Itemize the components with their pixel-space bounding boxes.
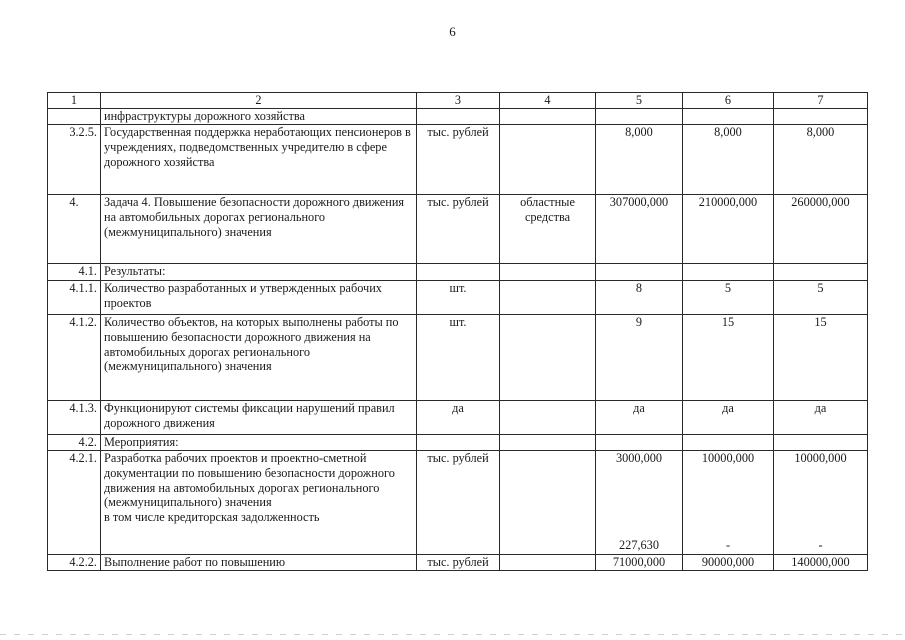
row-unit: да <box>417 401 500 435</box>
row-source <box>500 109 596 125</box>
row-source <box>500 451 596 555</box>
row-number: 4.1. <box>48 264 101 281</box>
row-source <box>500 281 596 315</box>
row-number: 4.2. <box>48 435 101 451</box>
row-value-7-cell <box>774 451 868 555</box>
row-value-7 <box>774 264 868 281</box>
row-value-6: 90000,000 <box>683 555 774 571</box>
row-value-6 <box>683 435 774 451</box>
row-unit: тыс. рублей <box>417 555 500 571</box>
row-subvalue-6: - <box>725 538 731 553</box>
row-value-7: 10000,000 <box>794 451 847 465</box>
row-value-6-cell <box>683 451 774 555</box>
table-row <box>48 264 868 281</box>
row-source <box>500 315 596 401</box>
row-number: 4.1.1. <box>48 281 101 315</box>
row-value-5 <box>596 109 683 125</box>
row-name: инфраструктуры дорожного хозяйства <box>101 109 417 125</box>
header-row <box>48 93 868 109</box>
row-source: областные средства <box>500 195 596 264</box>
row-value-5 <box>596 264 683 281</box>
row-number: 4.1.3. <box>48 401 101 435</box>
table-row <box>48 401 868 435</box>
row-value-6 <box>683 264 774 281</box>
row-value-7: 8,000 <box>774 125 868 195</box>
row-value-5: 9 <box>596 315 683 401</box>
row-unit: тыс. рублей <box>417 451 500 555</box>
table-row <box>48 315 868 401</box>
header-cell: 2 <box>101 93 417 109</box>
row-name: Количество объектов, на которых выполнены работы по повышению безопасности дорожного движения на автомобильных дорогах регионального (межмуниципального) значения <box>101 315 417 401</box>
row-unit: тыс. рублей <box>417 195 500 264</box>
row-value-6: 10000,000 <box>701 451 755 465</box>
row-value-5: да <box>596 401 683 435</box>
header-cell: 4 <box>500 93 596 109</box>
row-source <box>500 264 596 281</box>
row-value-6 <box>683 109 774 125</box>
row-number: 4.2.2. <box>48 555 101 571</box>
table-row <box>48 555 868 571</box>
table-row <box>48 281 868 315</box>
row-value-6: 210000,000 <box>683 195 774 264</box>
row-value-6: 5 <box>683 281 774 315</box>
row-value-5: 8,000 <box>596 125 683 195</box>
row-value-6: да <box>683 401 774 435</box>
row-value-7: 260000,000 <box>774 195 868 264</box>
row-value-7: 140000,000 <box>774 555 868 571</box>
row-name: Результаты: <box>101 264 417 281</box>
row-subvalue-7: - <box>818 538 823 553</box>
header-cell: 3 <box>417 93 500 109</box>
row-unit: шт. <box>417 281 500 315</box>
row-name: Функционируют системы фиксации нарушений правил дорожного движения <box>101 401 417 435</box>
row-number: 4.2.1. <box>48 451 101 555</box>
row-value-5-cell <box>596 451 683 555</box>
row-unit <box>417 109 500 125</box>
row-unit: шт. <box>417 315 500 401</box>
row-value-7 <box>774 435 868 451</box>
header-cell: 7 <box>774 93 868 109</box>
row-value-5: 8 <box>596 281 683 315</box>
row-name: Государственная поддержка неработающих пенсионеров в учреждениях, подведомственных учредителю в сфере дорожного хозяйства <box>101 125 417 195</box>
row-unit <box>417 264 500 281</box>
table-row <box>48 435 868 451</box>
row-value-6: 15 <box>683 315 774 401</box>
header-cell: 1 <box>48 93 101 109</box>
row-subname: в том числе кредиторская задолженность <box>104 510 320 525</box>
table-row <box>48 451 868 555</box>
row-number: 3.2.5. <box>48 125 101 195</box>
row-value-7: 15 <box>774 315 868 401</box>
page-number: 6 <box>449 24 456 39</box>
program-table <box>47 92 868 571</box>
row-value-7: 5 <box>774 281 868 315</box>
row-source <box>500 125 596 195</box>
row-value-5: 307000,000 <box>596 195 683 264</box>
table-row <box>48 195 868 264</box>
row-number: 4.1.2. <box>48 315 101 401</box>
row-name: Разработка рабочих проектов и проектно-сметной документации по повышению безопасности дорожного движения на автомобильных дорогах регионального (межмуниципального) значения <box>104 451 395 510</box>
header-cell: 5 <box>596 93 683 109</box>
row-value-5: 3000,000 <box>615 451 663 465</box>
row-value-5: 71000,000 <box>596 555 683 571</box>
row-unit: тыс. рублей <box>417 125 500 195</box>
table-row <box>48 125 868 195</box>
row-number <box>48 109 101 125</box>
row-name: Выполнение работ по повышению <box>101 555 417 571</box>
row-value-6: 8,000 <box>683 125 774 195</box>
row-value-7: да <box>774 401 868 435</box>
row-value-7 <box>774 109 868 125</box>
row-source <box>500 401 596 435</box>
row-unit <box>417 435 500 451</box>
row-name: Количество разработанных и утвержденных рабочих проектов <box>101 281 417 315</box>
row-name: Мероприятия: <box>101 435 417 451</box>
row-name: Задача 4. Повышение безопасности дорожного движения на автомобильных дорогах регионального (межмуниципального) значения <box>101 195 417 264</box>
scan-edge-divider <box>0 634 905 635</box>
row-value-5 <box>596 435 683 451</box>
row-source <box>500 435 596 451</box>
row-number: 4. <box>48 195 101 264</box>
row-source <box>500 555 596 571</box>
row-name-cell <box>101 451 417 555</box>
row-subvalue-5: 227,630 <box>619 538 659 553</box>
table-row <box>48 109 868 125</box>
header-cell: 6 <box>683 93 774 109</box>
